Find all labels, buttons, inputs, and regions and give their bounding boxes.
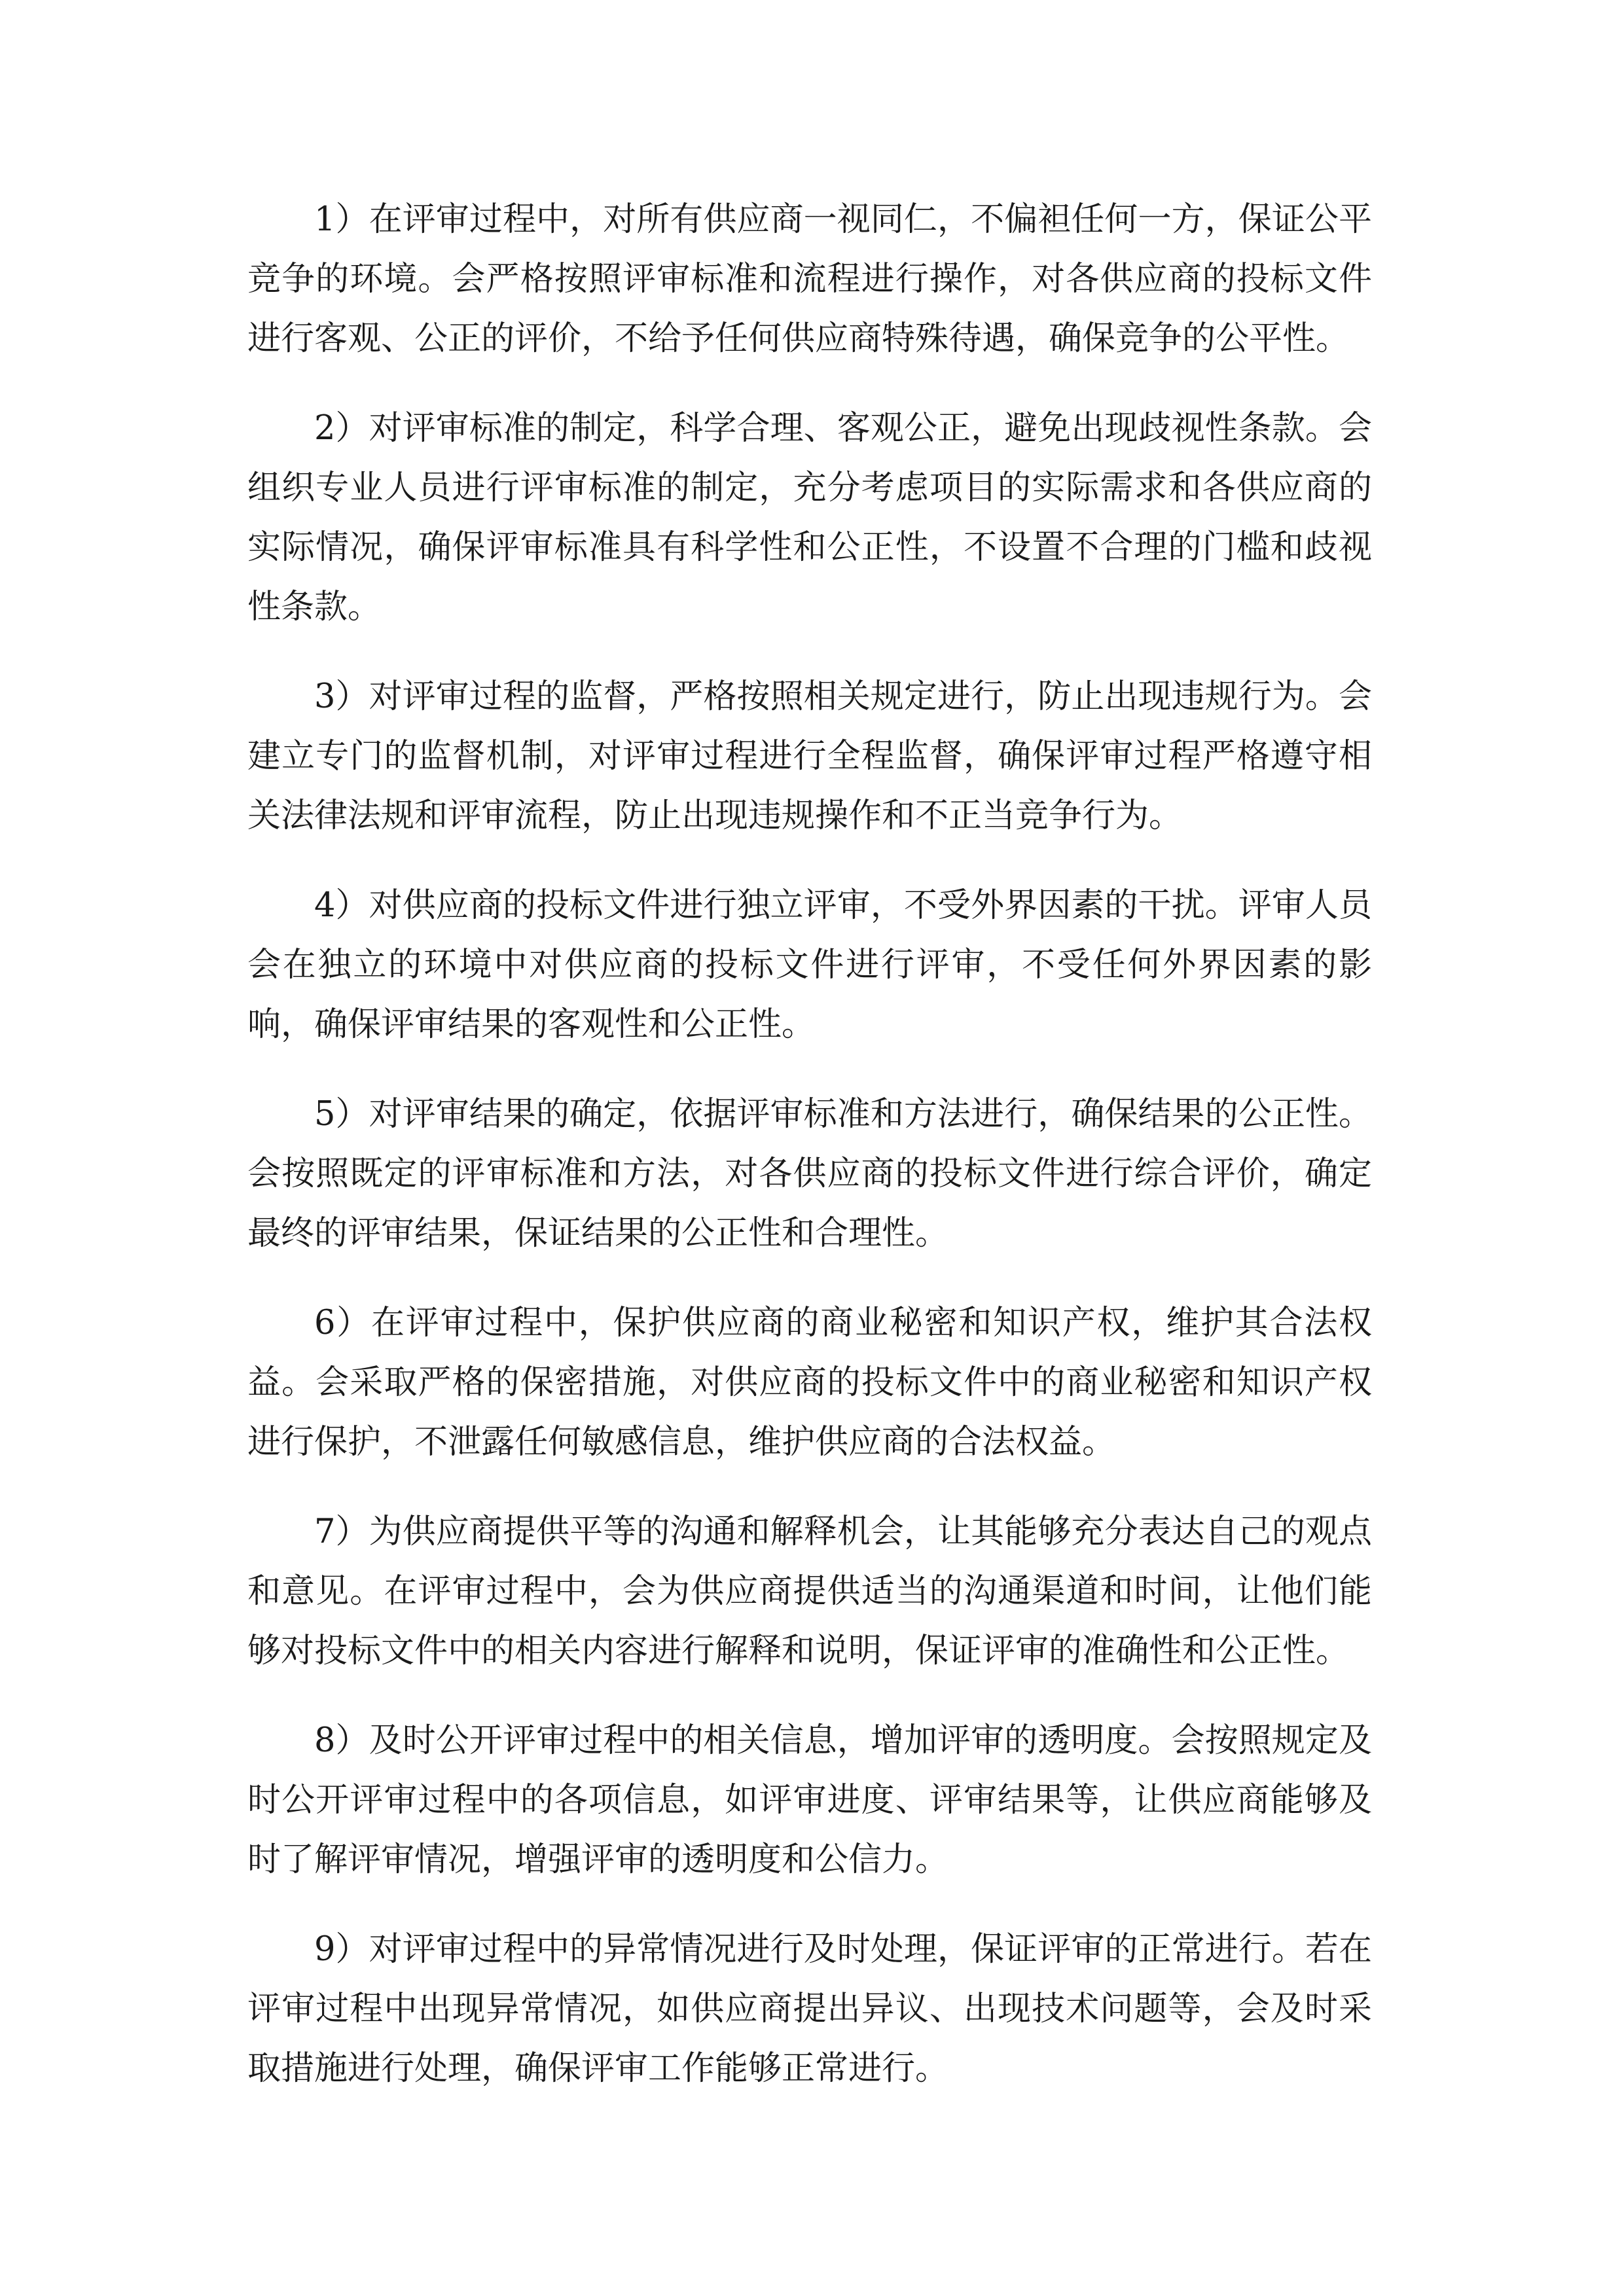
paragraph-2: 2）对评审标准的制定，科学合理、客观公正，避免出现歧视性条款。会组织专业人员进行评审标准的制定，充分考虑项目的实际需求和各供应商的实际情况，确保评审标准具有科学性和公正性，不设置不合理的门槛和歧视性条款。: [247, 409, 1372, 626]
paragraph-8: 8）及时公开评审过程中的相关信息，增加评审的透明度。会按照规定及时公开评审过程中的各项信息，如评审进度、评审结果等，让供应商能够及时了解评审情况，增强评审的透明度和公信力。: [247, 1721, 1372, 1879]
paragraph-1: 1）在评审过程中，对所有供应商一视同仁，不偏袒任何一方，保证公平竞争的环境。会严格按照评审标准和流程进行操作，对各供应商的投标文件进行客观、公正的评价，不给予任何供应商特殊待遇，确保竞争的公平性。: [247, 200, 1372, 358]
document-body: [247, 190, 1372, 2128]
paragraph-5: 5）对评审结果的确定，依据评审标准和方法进行，确保结果的公正性。会按照既定的评审标准和方法，对各供应商的投标文件进行综合评价，确定最终的评审结果，保证结果的公正性和合理性。: [247, 1095, 1372, 1253]
paragraph-7: 7）为供应商提供平等的沟通和解释机会，让其能够充分表达自己的观点和意见。在评审过程中，会为供应商提供适当的沟通渠道和时间，让他们能够对投标文件中的相关内容进行解释和说明，保证评审的准确性和公正性。: [247, 1513, 1372, 1670]
paragraph-9: 9）对评审过程中的异常情况进行及时处理，保证评审的正常进行。若在评审过程中出现异常情况，如供应商提出异议、出现技术问题等，会及时采取措施进行处理，确保评审工作能够正常进行。: [247, 1930, 1372, 2088]
paragraph-3: 3）对评审过程的监督，严格按照相关规定进行，防止出现违规行为。会建立专门的监督机制，对评审过程进行全程监督，确保评审过程严格遵守相关法律法规和评审流程，防止出现违规操作和不正当竞争行为。: [247, 677, 1372, 835]
paragraph-4: 4）对供应商的投标文件进行独立评审，不受外界因素的干扰。评审人员会在独立的环境中对供应商的投标文件进行评审，不受任何外界因素的影响，确保评审结果的客观性和公正性。: [247, 886, 1372, 1044]
paragraph-6: 6）在评审过程中，保护供应商的商业秘密和知识产权，维护其合法权益。会采取严格的保密措施，对供应商的投标文件中的商业秘密和知识产权进行保护，不泄露任何敏感信息，维护供应商的合法权益。: [247, 1304, 1372, 1462]
